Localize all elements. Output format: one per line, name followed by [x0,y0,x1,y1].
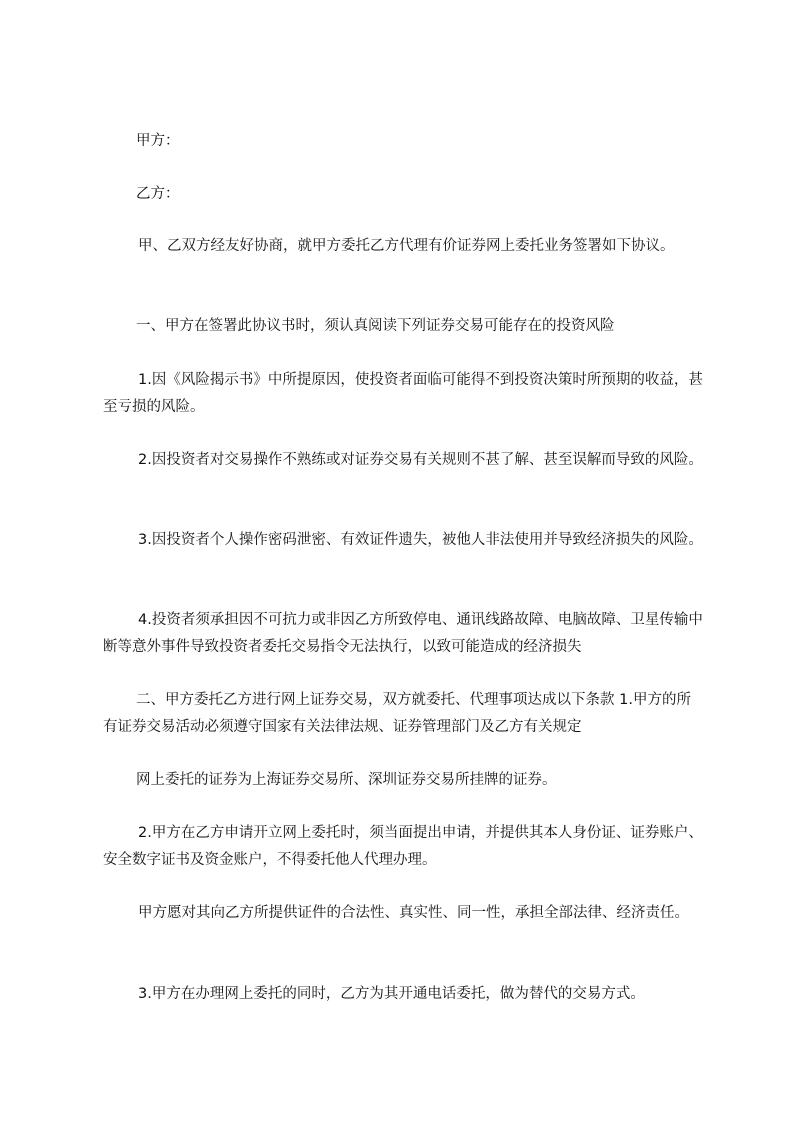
clause-3: 3.甲方在办理网上委托的同时，乙方为其开通电话委托，做为替代的交易方式。 [138,986,645,1002]
clause-liability: 甲方愿对其向乙方所提供证件的合法性、真实性、同一性，承担全部法律、经济责任。 [138,905,689,921]
party-a-label: 甲方： [136,133,180,149]
clause-2: 2.甲方在乙方申请开立网上委托时，须当面提出申请，并提供其本人身份证、证券账户、安全数字证书及资金账户，不得委托他人代理办理。 [103,825,703,868]
risk-item-4: 4.投资者须承担因不可抗力或非因乙方所致停电、通讯线路故障、电脑故障、卫星传输中断等意外事件导致投资者委托交易指令无法执行，以致可能造成的经济损失 [103,612,703,655]
risk-item-3: 3.因投资者个人操作密码泄密、有效证件遗失，被他人非法使用并导致经济损失的风险。 [138,532,703,548]
risk-item-2: 2.因投资者对交易操作不熟练或对证券交易有关规则不甚了解、甚至误解而导致的风险。 [138,452,703,468]
party-b-label: 乙方： [136,186,180,202]
section-2-heading: 二、甲方委托乙方进行网上证券交易，双方就委托、代理事项达成以下条款 1.甲方的所有证券交易活动必须遵守国家有关法律法规、证券管理部门及乙方有关规定 [103,692,691,735]
clause-securities: 网上委托的证券为上海证券交易所、深圳证券交易所挂牌的证券。 [136,772,557,788]
section-1-heading: 一、甲方在签署此协议书时，须认真阅读下列证券交易可能存在的投资风险 [136,318,615,334]
intro-paragraph: 甲、乙双方经友好协商，就甲方委托乙方代理有价证券网上委托业务签署如下协议。 [138,238,675,254]
risk-item-1: 1.因《风险揭示书》中所提原因，使投资者面临可能得不到投资决策时所预期的收益，甚至亏损的风险。 [103,372,703,415]
